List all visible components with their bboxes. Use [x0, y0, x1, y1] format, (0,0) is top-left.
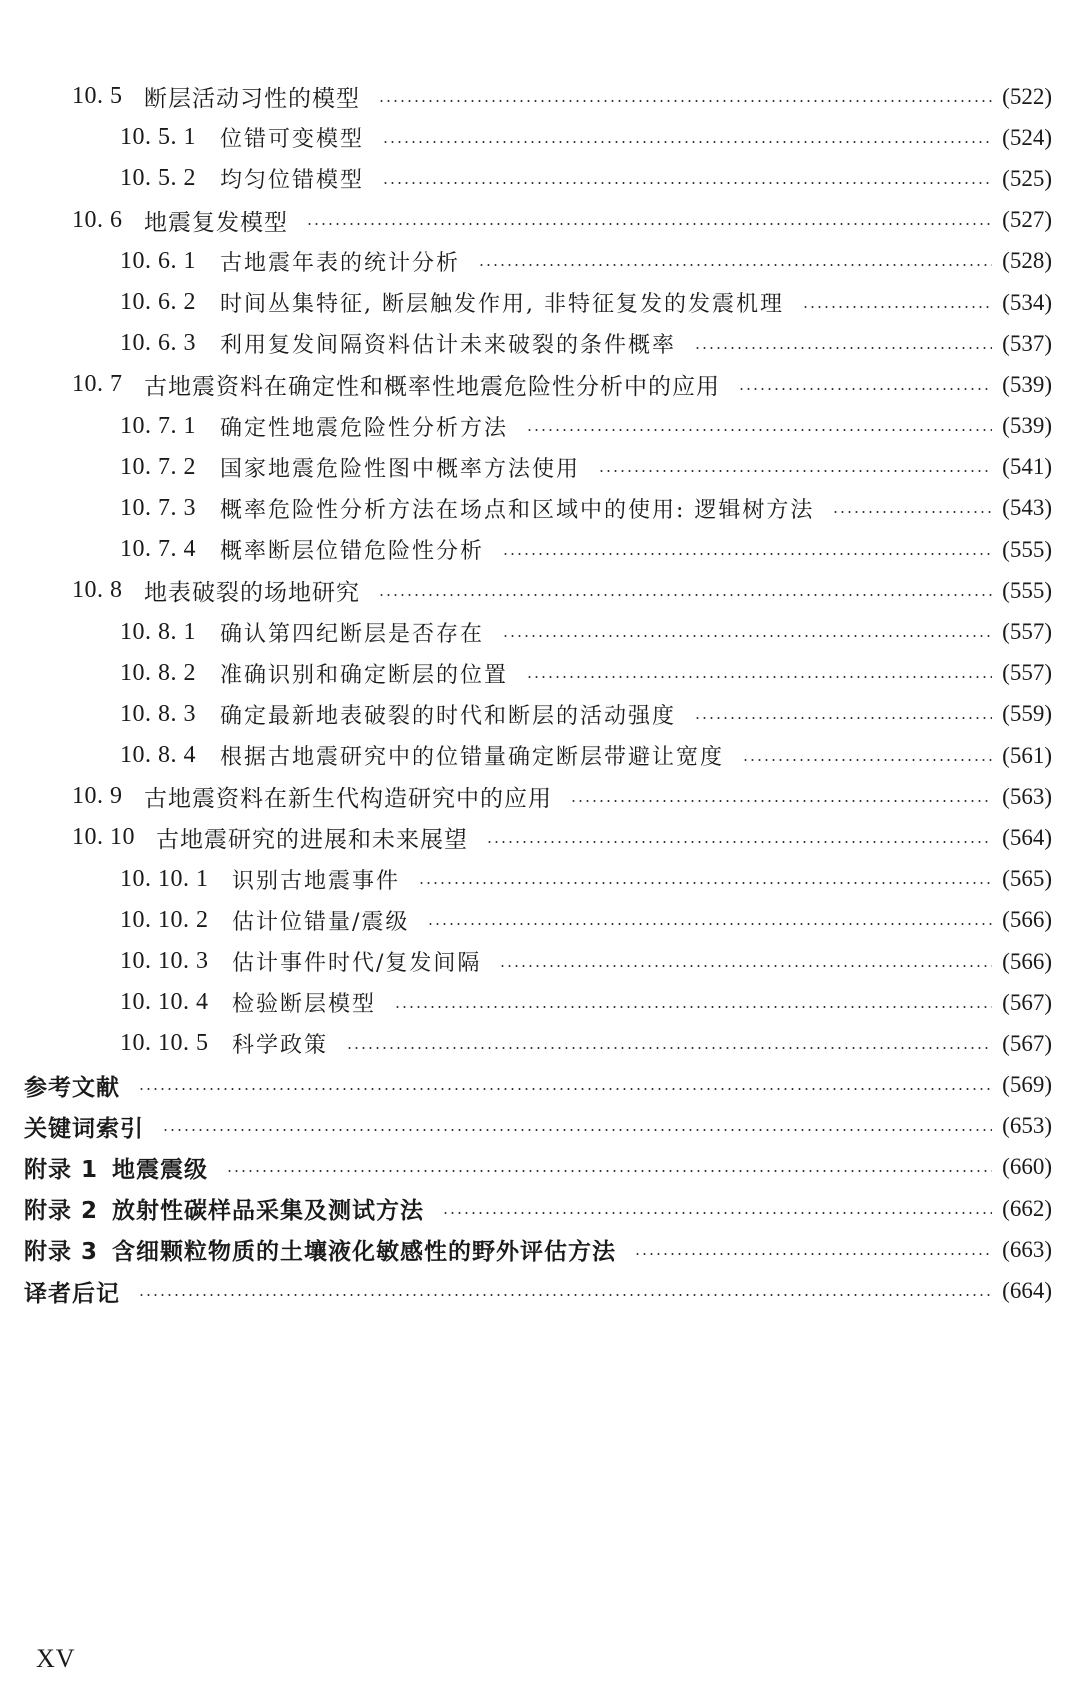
dot-leader — [499, 965, 992, 967]
page-number: (557) — [1002, 660, 1052, 686]
section-number: 10. 6 — [72, 206, 123, 233]
dot-leader — [378, 594, 992, 596]
page-number: (567) — [1002, 1030, 1052, 1056]
toc-entry-10-10-3[interactable] — [0, 941, 1080, 982]
section-title: 确定最新地表破裂的时代和断层的活动强度 — [220, 703, 677, 729]
toc-entry-10-6-3[interactable] — [0, 323, 1080, 364]
dot-leader — [418, 882, 992, 884]
page-number: (522) — [1002, 83, 1052, 109]
entry-label: 含细颗粒物质的土壤液化敏感性的野外评估方法 — [112, 1239, 616, 1266]
section-number: 10. 7. 2 — [120, 453, 196, 480]
page-number: (662) — [1002, 1195, 1052, 1221]
section-title: 估计事件时代/复发间隔 — [232, 951, 482, 977]
dot-leader — [570, 800, 992, 802]
page-number: (565) — [1002, 866, 1052, 892]
table-of-contents — [0, 76, 1080, 1312]
dot-leader — [138, 1088, 992, 1090]
toc-entry-10-6-2[interactable] — [0, 282, 1080, 323]
dot-leader — [486, 841, 992, 843]
toc-entry-10-9[interactable] — [0, 776, 1080, 817]
toc-entry-10-6-1[interactable] — [0, 241, 1080, 282]
dot-leader — [378, 100, 992, 102]
page-number: (537) — [1002, 330, 1052, 356]
page-number: (559) — [1002, 701, 1052, 727]
entry-label: 参考文献 — [24, 1074, 120, 1101]
dot-leader — [226, 1170, 992, 1172]
page-number: (653) — [1002, 1113, 1052, 1139]
toc-entry-translator-afterword[interactable] — [0, 1270, 1080, 1311]
section-title: 估计位错量/震级 — [232, 909, 410, 935]
page-number: (555) — [1002, 577, 1052, 603]
section-number: 10. 10. 1 — [120, 865, 209, 892]
toc-entry-10-5-1[interactable] — [0, 117, 1080, 158]
section-number: 10. 10. 5 — [120, 1030, 209, 1057]
section-number: 10. 10. 3 — [120, 948, 209, 975]
section-number: 10. 5. 1 — [120, 124, 196, 151]
toc-entry-10-7-1[interactable] — [0, 406, 1080, 447]
section-number: 10. 9 — [72, 783, 123, 810]
dot-leader — [427, 923, 992, 925]
page-number: (566) — [1002, 948, 1052, 974]
dot-leader — [742, 759, 992, 761]
page-number: (563) — [1002, 783, 1052, 809]
section-title: 地震复发模型 — [144, 209, 288, 236]
section-title: 古地震研究的进展和未来展望 — [156, 827, 468, 854]
toc-entry-10-8-3[interactable] — [0, 694, 1080, 735]
dot-leader — [306, 223, 992, 225]
page-number: (528) — [1002, 248, 1052, 274]
section-number: 10. 8. 1 — [120, 618, 196, 645]
dot-leader — [802, 306, 992, 308]
section-title: 根据古地震研究中的位错量确定断层带避让宽度 — [220, 745, 725, 771]
dot-leader — [346, 1047, 992, 1049]
toc-entry-10-8[interactable] — [0, 570, 1080, 611]
section-title: 时间丛集特征, 断层触发作用, 非特征复发的发震机理 — [220, 292, 784, 318]
toc-entry-10-10-1[interactable] — [0, 859, 1080, 900]
section-number: 10. 8. 4 — [120, 742, 196, 769]
toc-entry-10-7-3[interactable] — [0, 488, 1080, 529]
toc-entry-10-7-4[interactable] — [0, 529, 1080, 570]
section-number: 10. 7 — [72, 371, 123, 398]
dot-leader — [598, 470, 992, 472]
page-number: (660) — [1002, 1154, 1052, 1180]
page-number: (527) — [1002, 207, 1052, 233]
page-number: (564) — [1002, 824, 1052, 850]
page-number: (543) — [1002, 495, 1052, 521]
section-number: 10. 10. 2 — [120, 906, 209, 933]
dot-leader — [478, 264, 992, 266]
section-number: 10. 5 — [72, 83, 123, 110]
page-number: (525) — [1002, 165, 1052, 191]
toc-entry-10-8-1[interactable] — [0, 611, 1080, 652]
toc-entry-10-7-2[interactable] — [0, 447, 1080, 488]
toc-entry-10-7[interactable] — [0, 364, 1080, 405]
page-number: (555) — [1002, 536, 1052, 562]
toc-entry-10-10-4[interactable] — [0, 982, 1080, 1023]
section-title: 检验断层模型 — [232, 992, 377, 1018]
dot-leader — [526, 429, 992, 431]
dot-leader — [162, 1129, 992, 1131]
section-title: 识别古地震事件 — [232, 868, 401, 894]
section-number: 10. 10. 4 — [120, 989, 209, 1016]
toc-entry-10-10-2[interactable] — [0, 900, 1080, 941]
section-number: 10. 6. 2 — [120, 289, 196, 316]
section-title: 概率危险性分析方法在场点和区域中的使用: 逻辑树方法 — [220, 497, 815, 523]
dot-leader — [382, 182, 992, 184]
appendix-number: 附录 2 — [24, 1198, 99, 1225]
section-number: 10. 5. 2 — [120, 165, 196, 192]
toc-entry-10-8-4[interactable] — [0, 735, 1080, 776]
section-number: 10. 6. 1 — [120, 247, 196, 274]
toc-entry-10-5[interactable] — [0, 76, 1080, 117]
toc-entry-appendix-3[interactable] — [0, 1229, 1080, 1270]
entry-label: 关键词索引 — [24, 1115, 144, 1142]
section-title: 地表破裂的场地研究 — [144, 580, 360, 607]
toc-entry-keyword-index[interactable] — [0, 1106, 1080, 1147]
dot-leader — [502, 553, 992, 555]
section-number: 10. 7. 3 — [120, 494, 196, 521]
dot-leader — [394, 1006, 992, 1008]
dot-leader — [138, 1294, 992, 1296]
page-number: (663) — [1002, 1236, 1052, 1262]
section-title: 均匀位错模型 — [220, 168, 365, 194]
section-number: 10. 7. 4 — [120, 536, 196, 563]
section-title: 古地震年表的统计分析 — [220, 250, 461, 276]
appendix-number: 附录 3 — [24, 1239, 99, 1266]
section-title: 科学政策 — [232, 1033, 329, 1059]
dot-leader — [832, 511, 992, 513]
toc-entry-appendix-1[interactable] — [0, 1147, 1080, 1188]
appendix-number: 附录 1 — [24, 1156, 99, 1183]
page-number: (566) — [1002, 907, 1052, 933]
section-title: 断层活动习性的模型 — [144, 86, 360, 113]
section-title: 确定性地震危险性分析方法 — [220, 415, 509, 441]
page-folio: XV — [36, 1644, 76, 1673]
section-title: 古地震资料在新生代构造研究中的应用 — [144, 786, 552, 813]
page-number: (539) — [1002, 371, 1052, 397]
entry-label: 放射性碳样品采集及测试方法 — [112, 1198, 424, 1225]
page-number: (567) — [1002, 989, 1052, 1015]
section-number: 10. 10 — [72, 824, 135, 851]
dot-leader — [502, 635, 992, 637]
dot-leader — [634, 1253, 992, 1255]
section-title: 确认第四纪断层是否存在 — [220, 621, 485, 647]
section-number: 10. 8. 2 — [120, 659, 196, 686]
toc-entry-10-6[interactable] — [0, 200, 1080, 241]
section-title: 概率断层位错危险性分析 — [220, 539, 485, 565]
page-number: (524) — [1002, 124, 1052, 150]
toc-entry-10-10[interactable] — [0, 817, 1080, 858]
toc-entry-appendix-2[interactable] — [0, 1188, 1080, 1229]
page-number: (541) — [1002, 454, 1052, 480]
section-number: 10. 6. 3 — [120, 330, 196, 357]
toc-entry-10-5-2[interactable] — [0, 158, 1080, 199]
section-title: 位错可变模型 — [220, 127, 365, 153]
page-number: (539) — [1002, 413, 1052, 439]
entry-label: 译者后记 — [24, 1280, 120, 1307]
section-title: 古地震资料在确定性和概率性地震危险性分析中的应用 — [144, 374, 720, 401]
page-number: (561) — [1002, 742, 1052, 768]
dot-leader — [694, 347, 992, 349]
dot-leader — [738, 388, 992, 390]
section-number: 10. 8 — [72, 577, 123, 604]
dot-leader — [442, 1212, 992, 1214]
section-number: 10. 7. 1 — [120, 412, 196, 439]
page-number: (569) — [1002, 1072, 1052, 1098]
section-title: 利用复发间隔资料估计未来破裂的条件概率 — [220, 333, 677, 359]
toc-entry-references[interactable] — [0, 1065, 1080, 1106]
toc-entry-10-10-5[interactable] — [0, 1023, 1080, 1064]
dot-leader — [382, 141, 992, 143]
dot-leader — [526, 676, 992, 678]
page-number: (664) — [1002, 1278, 1052, 1304]
entry-label: 地震震级 — [112, 1156, 208, 1183]
page-number: (534) — [1002, 289, 1052, 315]
section-title: 准确识别和确定断层的位置 — [220, 662, 509, 688]
page-number: (557) — [1002, 619, 1052, 645]
dot-leader — [694, 717, 992, 719]
section-number: 10. 8. 3 — [120, 700, 196, 727]
toc-entry-10-8-2[interactable] — [0, 653, 1080, 694]
section-title: 国家地震危险性图中概率方法使用 — [220, 456, 581, 482]
